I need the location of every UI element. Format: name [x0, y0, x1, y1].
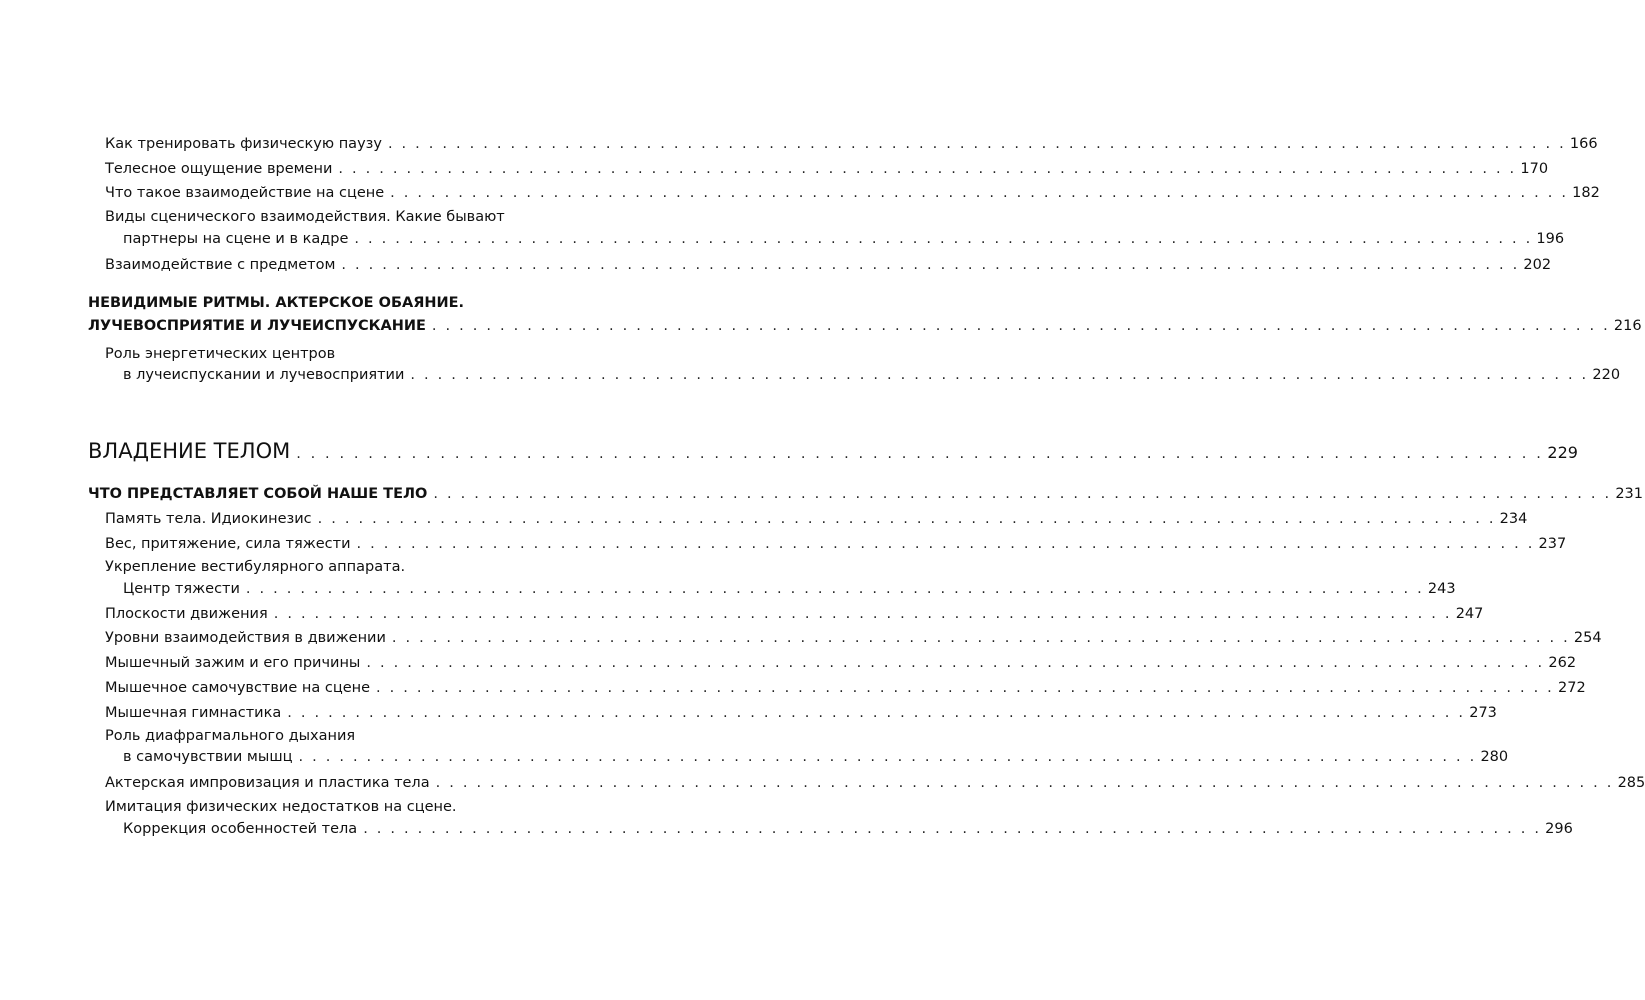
toc-page-number: 243	[1427, 581, 1456, 597]
toc-page-number: 285	[1617, 775, 1645, 791]
toc-entry-title-line1: Имитация физических недостатков на сцене.	[105, 799, 457, 815]
toc-entry	[105, 701, 1497, 725]
toc-entry-title: Вес, притяжение, сила тяжести	[105, 536, 351, 552]
toc-entry-title: Как тренировать физическую паузу	[105, 136, 382, 152]
toc-entry	[105, 157, 1549, 181]
toc-page-number: 202	[1523, 257, 1552, 273]
toc-leader-dots: . . . . . . . . . . . . . . . . . . . . . . . . . . . . . . . . . . . . . . . . . . . . . . . . . . . . . . . . . . . . . . . . . . . . . . . . . . . . . . . . . . . . . . .	[387, 136, 1566, 152]
toc-leader-dots: . . . . . . . . . . . . . . . . . . . . . . . . . . . . . . . . . . . . . . . . . . . . . . . . . . . . . . . . . . . . . . . . . . . . . . . . . . . . . . . . . . . . . . .	[287, 705, 1466, 721]
toc-entry-title: Взаимодействие с предметом	[105, 257, 336, 273]
toc-entry-title-line1: Виды сценического взаимодействия. Какие бывают	[105, 209, 505, 225]
toc-chapter-title-line2: ЛУЧЕВОСПРИЯТИЕ И ЛУЧЕИСПУСКАНИЕ	[88, 318, 426, 334]
toc-leader-dots: . . . . . . . . . . . . . . . . . . . . . . . . . . . . . . . . . . . . . . . . . . . . . . . . . . . . . . . . . . . . . . . . . . . . . . . . . . . . . . . . . . . . . . .	[356, 536, 1535, 552]
toc-page-number: 262	[1548, 655, 1577, 671]
toc-entry	[105, 771, 1645, 795]
toc-leader-dots: . . . . . . . . . . . . . . . . . . . . . . . . . . . . . . . . . . . . . . . . . . . . . . . . . . . . . . . . . . . . . . . . . . . . . . . . . . . . . . . . . . . . . . .	[376, 680, 1554, 696]
toc-page-number: 229	[1547, 443, 1578, 462]
toc-leader-dots: . . . . . . . . . . . . . . . . . . . . . . . . . . . . . . . . . . . . . . . . . . . . . . . . . . . . . . . . . . . . . . . . . . . . . . . . . . . . . . . . . . . . . . .	[363, 821, 1542, 837]
toc-entry	[123, 745, 1509, 769]
toc-chapter-entry	[88, 314, 1642, 338]
toc-leader-dots: . . . . . . . . . . . . . . . . . . . . . . . . . . . . . . . . . . . . . . . . . . . . . . . . . . . . . . . . . . . . . . . . . . . . . . . . . . . . . . . . . . . . . . .	[298, 749, 1477, 765]
toc-entry	[105, 532, 1567, 556]
toc-entry-title-line1: Роль энергетических центров	[105, 346, 336, 362]
toc-part-entry	[88, 436, 1578, 466]
toc-entry-title: Мышечное самочувствие на сцене	[105, 680, 371, 696]
toc-entry	[105, 602, 1484, 626]
toc-page-number: 272	[1558, 680, 1586, 696]
toc-leader-dots: . . . . . . . . . . . . . . . . . . . . . . . . . . . . . . . . . . . . . . . . . . . . . . . . . . . . . . . . . . . . . . . . . . . . . . . . . . . . . . . . . . . . . . .	[341, 257, 1520, 273]
toc-page-number: 196	[1536, 231, 1565, 247]
toc-leader-dots: . . . . . . . . . . . . . . . . . . . . . . . . . . . . . . . . . . . . . . . . . . . . . . . . . . . . . . . . . . . . . . . . . . . . . . . . . . . . . . . . . . . . . . .	[273, 606, 1452, 622]
toc-entry-title-line2: в лучеиспускании и лучевосприятии	[123, 367, 405, 383]
toc-leader-dots: . . . . . . . . . . . . . . . . . . . . . . . . . . . . . . . . . . . . . . . . . . . . . . . . . . . . . . . . . . . . . . . . . . . . . . . . . . . . . . . . . . . . . . .	[435, 775, 1614, 791]
toc-entry-title-line1: Роль диафрагмального дыхания	[105, 728, 356, 744]
toc-entry	[123, 363, 1621, 387]
toc-page-number: 237	[1538, 536, 1567, 552]
toc-page-number: 280	[1480, 749, 1509, 765]
toc-part-title: ВЛАДЕНИЕ ТЕЛОМ	[88, 439, 291, 463]
toc-entry	[105, 507, 1528, 531]
toc-entry-title-line2: Центр тяжести	[123, 581, 240, 597]
toc-entry-title: Телесное ощущение времени	[105, 161, 333, 177]
toc-entry-title: Уровни взаимодействия в движении	[105, 630, 386, 646]
toc-entry-title-line2: партнеры на сцене и в кадре	[123, 231, 349, 247]
toc-page-number: 170	[1520, 161, 1549, 177]
toc-chapter-entry	[88, 482, 1644, 506]
toc-leader-dots: . . . . . . . . . . . . . . . . . . . . . . . . . . . . . . . . . . . . . . . . . . . . . . . . . . . . . . . . . . . . . . . . . . . . . . . . . . . . . . . . . . . . . . .	[390, 185, 1569, 201]
toc-entry	[123, 817, 1573, 841]
toc-page-number: 254	[1573, 630, 1602, 646]
toc-entry-title: Мышечный зажим и его причины	[105, 655, 361, 671]
toc-entry-title: Актерская импровизация и пластика тела	[105, 775, 430, 791]
toc-entry	[123, 577, 1456, 601]
toc-page-number: 273	[1469, 705, 1497, 721]
toc-entry-title: Плоскости движения	[105, 606, 268, 622]
toc-leader-dots: . . . . . . . . . . . . . . . . . . . . . . . . . . . . . . . . . . . . . . . . . . . . . . . . . . . . . . . . . . . . . . . . . . . . . . . . . . . . . . . . . . . . . . .	[338, 161, 1517, 177]
toc-leader-dots: . . . . . . . . . . . . . . . . . . . . . . . . . . . . . . . . . . . . . . . . . . . . . . . . . . . . . . . . . . . . . . . . . . . . . . . . . . . . . . . . . . . . . . .	[354, 231, 1533, 247]
toc-leader-dots: . . . . . . . . . . . . . . . . . . . . . . . . . . . . . . . . . . . . . . . . . . . . . . . . . . . . . . . . . . . . . . . . . . . . . . . . . . . . . . . . . . . . . . .	[317, 511, 1496, 527]
toc-page-number: 234	[1499, 511, 1528, 527]
toc-entry-title-line2: в самочувствии мышц	[123, 749, 293, 765]
toc-entry	[105, 676, 1586, 700]
toc-entry	[105, 626, 1602, 650]
toc-leader-dots: . . . . . . . . . . . . . . . . . . . . . . . . . . . . . . . . . . . . . . . . . . . . . . . . . . . . . . . . . . . . . . . . . . . . . . . . . . . . . . . . . . . . . . .	[296, 446, 1544, 462]
toc-entry	[105, 132, 1598, 156]
toc-entry	[105, 181, 1600, 205]
toc-page-number: 182	[1572, 185, 1600, 201]
toc-entry	[105, 253, 1552, 277]
toc-page-number: 296	[1545, 821, 1573, 837]
toc-entry	[105, 651, 1577, 675]
toc-entry-title-line1: Укрепление вестибулярного аппарата.	[105, 559, 406, 575]
toc-chapter-title-line1: НЕВИДИМЫЕ РИТМЫ. АКТЕРСКОЕ ОБАЯНИЕ.	[88, 295, 465, 311]
toc-leader-dots: . . . . . . . . . . . . . . . . . . . . . . . . . . . . . . . . . . . . . . . . . . . . . . . . . . . . . . . . . . . . . . . . . . . . . . . . . . . . . . . . . . . . . . .	[391, 630, 1570, 646]
toc-page-number: 166	[1569, 136, 1598, 152]
toc-entry-title: Память тела. Идиокинезис	[105, 511, 312, 527]
toc-leader-dots: . . . . . . . . . . . . . . . . . . . . . . . . . . . . . . . . . . . . . . . . . . . . . . . . . . . . . . . . . . . . . . . . . . . . . . . . . . . . . . . . . . . . . . .	[245, 581, 1424, 597]
toc-chapter-title: ЧТО ПРЕДСТАВЛЯЕТ СОБОЙ НАШЕ ТЕЛО	[88, 486, 428, 502]
toc-leader-dots: . . . . . . . . . . . . . . . . . . . . . . . . . . . . . . . . . . . . . . . . . . . . . . . . . . . . . . . . . . . . . . . . . . . . . . . . . . . . . . . . . . . . . . .	[410, 367, 1589, 383]
toc-entry-title: Что такое взаимодействие на сцене	[105, 185, 385, 201]
toc-page-number: 231	[1615, 486, 1644, 502]
toc-page-number: 247	[1455, 606, 1484, 622]
toc-leader-dots: . . . . . . . . . . . . . . . . . . . . . . . . . . . . . . . . . . . . . . . . . . . . . . . . . . . . . . . . . . . . . . . . . . . . . . . . . . . . . . . . . . . . . . .	[431, 318, 1610, 334]
toc-entry	[123, 227, 1565, 251]
toc-leader-dots: . . . . . . . . . . . . . . . . . . . . . . . . . . . . . . . . . . . . . . . . . . . . . . . . . . . . . . . . . . . . . . . . . . . . . . . . . . . . . . . . . . . . . . .	[433, 486, 1612, 502]
toc-page-number: 216	[1613, 318, 1642, 334]
toc-leader-dots: . . . . . . . . . . . . . . . . . . . . . . . . . . . . . . . . . . . . . . . . . . . . . . . . . . . . . . . . . . . . . . . . . . . . . . . . . . . . . . . . . . . . . . .	[366, 655, 1545, 671]
toc-entry-title-line2: Коррекция особенностей тела	[123, 821, 358, 837]
toc-entry-title: Мышечная гимнастика	[105, 705, 282, 721]
toc-page-number: 220	[1592, 367, 1621, 383]
